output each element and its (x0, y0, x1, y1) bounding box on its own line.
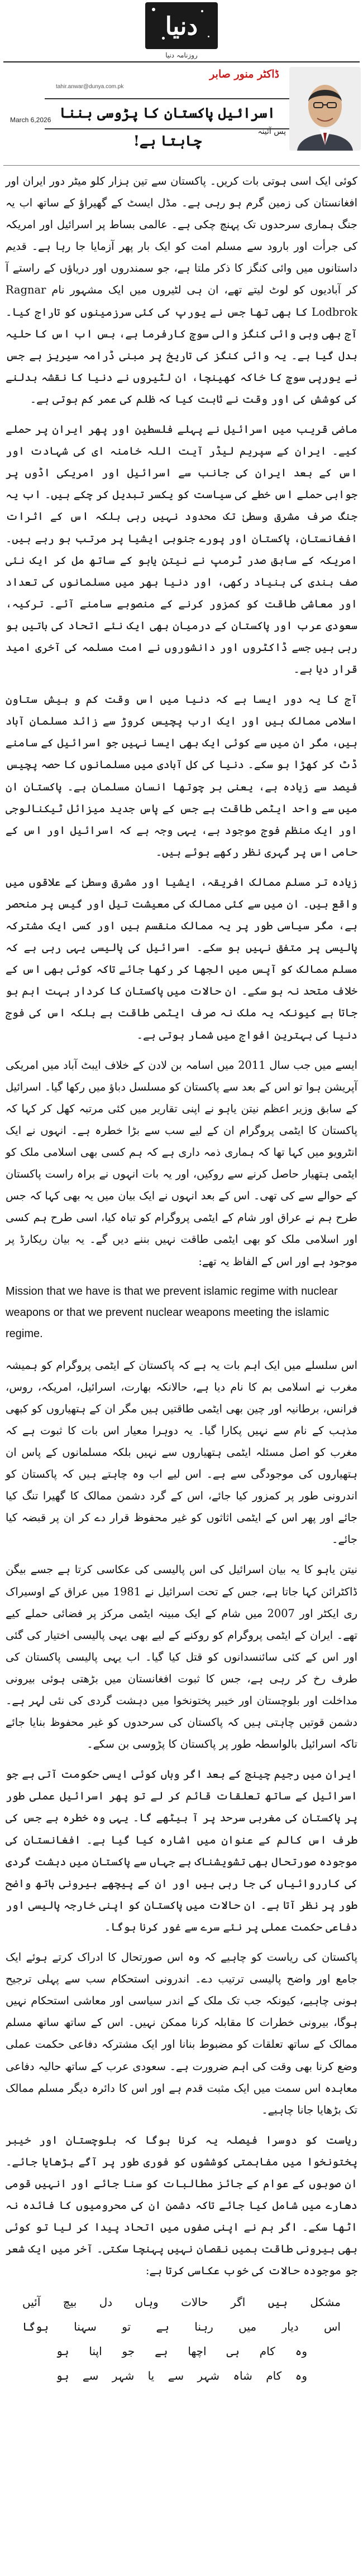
paragraph-6: اس سلسلے میں ایک اہم بات یہ ہے کہ پاکستان کے ایٹمی پروگرام کو ہمیشہ مغرب نے اسلامی بم کا نام دیا ہے، حالانکہ بھارت، اسرائیل، امریکہ، روس، فرانس، برطانیہ اور چین بھی ایٹمی طاقتیں ہیں مگر ان کے ہتھیاروں کو کبھی مذہب کے نام سے نہیں پکارا گیا۔ یہ دوہرا معیار اس بات کا ثبوت ہے کہ مغرب کو اصل مسئلہ ایٹمی ہتھیاروں سے نہیں بلکہ مسلمانوں کے پاس ان ہتھیاروں کی موجودگی سے ہے۔ اس لیے اب وہ چاہتے ہیں کہ پاکستان کو اندرونی طور پر کمزور کیا جائے، اس کے گرد دشمن ممالک کا گھیرا تنگ کیا جائے اور پھر اس کے ایٹمی اثاثوں کو غیر محفوظ قرار دے کر ان پر قبضہ کیا جائے۔ (6, 1358, 357, 1546)
author-name: ڈاکٹر منور صابر (209, 68, 279, 80)
author-portrait (289, 67, 361, 151)
poem-word: ہی (226, 2345, 240, 2358)
poem-word: شہر (197, 2369, 219, 2383)
poem-word: اس (324, 2320, 341, 2334)
poem-word: ہو (56, 2369, 69, 2383)
author-email[interactable]: tahir.anwar@dunya.com.pk (56, 84, 124, 90)
poem-word: رہنا (194, 2320, 213, 2334)
poem-word: میں (238, 2320, 257, 2334)
publish-date: March 6,2026 (10, 116, 51, 124)
closing-poem (6, 2290, 357, 2388)
author-block (168, 68, 279, 80)
poem-word: دیار (281, 2320, 299, 2334)
poem-word: سے (168, 2369, 184, 2383)
poem-word: ہے (155, 2345, 168, 2358)
poem-line (6, 2339, 357, 2363)
poem-line (6, 2290, 357, 2314)
paragraph-4: زیادہ تر مسلم ممالک افریقہ، ایشیا اور مشرق وسطیٰ کے علاقوں میں واقع ہیں۔ ان میں سے کئی ممالک کی معیشت تیل اور گیس پر منحصر ہے، مگر سیاسی طور پر یہ ممالک منقسم ہیں اور کسی ایک مشترکہ پالیسی پر متفق نہیں ہو سکے۔ اسرائیل کی پالیسی یہی رہی ہے کہ مسلم ممالک کو آپس میں الجھا کر رکھا جائے تاکہ کوئی بھی اس کے خلاف متحد نہ ہو سکے۔ ان حالات میں پاکستان کا کردار بہت اہم ہو جاتا ہے کیونکہ یہ ملک نہ صرف ایٹمی طاقت ہے بلکہ اس کی فوج دنیا کی بہترین افواج میں شمار ہوتی ہے۔ (6, 875, 357, 1041)
poem-word: ہے (156, 2320, 169, 2334)
poem-word: کام (259, 2345, 275, 2358)
logo-subtext: روزنامہ دنیا (165, 51, 198, 59)
poem-line (6, 2363, 357, 2388)
poem-word: تو (122, 2320, 131, 2334)
poem-line (6, 2314, 357, 2339)
paragraph-2: ماضی قریب میں اسرائیل نے پہلے فلسطین اور پھر ایران پر حملے کیے۔ ایران کے سپریم لیڈر آیت اللہ خامنہ ای کی شہادت اور اس کے بعد ایران کی جانب سے اسرائیل اور امریکی اڈوں پر جوابی حملے اس خطے کی سیاست کو یکسر تبدیل کر چکے ہیں۔ اب یہ جنگ صرف مشرق وسطیٰ تک محدود نہیں رہی بلکہ اس کے اثرات افغانستان، پاکستان اور پورے جنوبی ایشیا پر مرتب ہو رہے ہیں۔ امریکہ کے سابق صدر ٹرمپ نے نیتن یاہو کے ساتھ مل کر ایک نئی صف بندی کی بنیاد رکھی، اور دنیا بھر میں مسلمانوں کی تعداد اور معاشی طاقت کو کمزور کرنے کے منصوبے سامنے آئے۔ ترکیہ، سعودی عرب اور پاکستان کے درمیان بھی ایک نئے اتحاد کی باتیں ہو رہی ہیں جسے ڈاکٹروں اور دانشوروں نے امت مسلمہ کی آخری امید قرار دیا ہے۔ (6, 423, 357, 676)
poem-word: اچھا (188, 2345, 207, 2358)
poem-word: وہاں (135, 2295, 159, 2309)
column-name: پس آئینہ (257, 127, 286, 136)
paragraph-8: ایران میں رجیم چینج کے بعد اگر وہاں کوئی ایسی حکومت آتی ہے جو اسرائیل کے ساتھ تعلقات قائم کر لے تو پھر اسرائیل عملی طور پر پاکستان کی مغربی سرحد پر آ بیٹھے گا۔ یہی وہ خطرہ ہے جس کی طرف اس کالم کے عنوان میں اشارہ کیا گیا ہے۔ افغانستان کی موجودہ صورتحال بھی تشویشناک ہے جہاں سے پاکستان میں دہشت گردی کی کارروائیاں کی جا رہی ہیں اور ان کے پیچھے بیرونی ہاتھ واضح طور پر نظر آتا ہے۔ ان حالات میں پاکستان کو اپنی خارجہ پالیسی اور دفاعی حکمت عملی پر نئے سرے سے غور کرنا ہوگا۔ (6, 1768, 357, 1933)
article-title: اسرائیل پاکستان کا پڑوسی بننا چاہتا ہے! (59, 105, 276, 149)
poem-word: مشکل (310, 2295, 341, 2309)
paragraph-1: کوئی ایک اسی ہوتی بات کریں۔ پاکستان سے تین ہزار کلو میٹر دور ایران اور افغانستان کی زمین گرم ہو رہی ہے۔ مڈل ایسٹ کے گھیراؤ کے ساتھ اب یہ جنگ ہماری سرحدوں تک پہنچ چکی ہے۔ عالمی بساط پر اسرائیل اور امریکہ کی جرأت اور بارود سے مسلم امت کو ایک بار پھر آزمایا جا رہا ہے۔ قدیم داستانوں میں وائی کنگز کا ذکر ملتا ہے، جو سمندروں اور دریاؤں کے راستے آ کر آبادیوں کو لوٹ لیتے تھے، ان ہی لٹیروں میں ایک مشہور نام Ragnar Lodbrok کا بھی تھا جس نے یورپ کی کئی سرزمینوں کو تاراج کیا۔ آج بھی وہی وائی کنگز والی سوچ کارفرما ہے، بس اب اس کا حلیہ بدل گیا ہے۔ یہ وائی کنگز کی تاریخ پر مبنی ڈرامہ سیریز ہے جس نے یورپی سوچ کا خاکہ کھینچا، ان لٹیروں نے دنیا کا نقشہ بدلنے کی کوشش کی اور وقت نے ثابت کیا کہ ظلم کی عمر کم ہوتی ہے۔ (6, 175, 357, 406)
poem-word: کام (266, 2369, 282, 2383)
poem-word: ہیں (268, 2295, 288, 2309)
poem-word: بیچ (63, 2295, 77, 2309)
poem-word: یا (147, 2369, 155, 2383)
poem-word: حالات (181, 2295, 208, 2309)
poem-word: اپنا (89, 2345, 102, 2358)
poem-word: وہ (295, 2369, 307, 2383)
poem-word: سے (82, 2369, 99, 2383)
poem-word: شہر (112, 2369, 135, 2383)
masthead (0, 0, 363, 66)
poem-word: ہو (56, 2345, 69, 2358)
paragraph-7: نیتن یاہو کا یہ بیان اسرائیل کی اس پالیسی کی عکاسی کرتا ہے جسے بیگن ڈاکٹرائن کہا جاتا ہے، جس کے تحت اسرائیل نے 1981 میں عراق کے اوسیراک ری ایکٹر اور 2007 میں شام کے ایک مبینہ ایٹمی مرکز پر فضائی حملے کیے تھے۔ ایران کے ایٹمی پروگرام کو روکنے کے لیے بھی یہی پالیسی اختیار کی گئی اور اس کے کئی سائنسدانوں کو قتل کیا گیا۔ اب یہی پالیسی پاکستان کی طرف رخ کر رہی ہے، جس کا ثبوت افغانستان میں بڑھتی ہوئی بیرونی مداخلت اور بلوچستان اور خیبر پختونخوا میں دہشت گردی کی نئی لہر ہے۔ دشمن قوتیں چاہتی ہیں کہ پاکستان کی سرحدوں کو غیر محفوظ بنایا جائے تاکہ اسرائیل بالواسطہ طور پر پاکستان کا پڑوسی بن سکے۔ (6, 1563, 357, 1751)
poem-word: شاہ (233, 2369, 252, 2383)
article-body (6, 170, 357, 2569)
masthead-divider (3, 61, 360, 62)
paragraph-9: پاکستان کی ریاست کو چاہیے کہ وہ اس صورتحال کا ادراک کرتے ہوئے ایک جامع اور واضح پالیسی ترتیب دے۔ اندرونی استحکام سب سے پہلی ترجیح ہونی چاہیے، کیونکہ جب تک ملک کے اندر سیاسی اور معاشی استحکام نہیں ہوگا، بیرونی خطرات کا مقابلہ کرنا ممکن نہیں۔ اس کے ساتھ ساتھ مسلم ممالک کے ساتھ تعلقات کو مضبوط بنانا اور ایک مشترکہ دفاعی حکمت عملی وضع کرنا بھی وقت کی اہم ضرورت ہے۔ سعودی عرب کے ساتھ حالیہ دفاعی معاہدہ اس سمت میں ایک مثبت قدم ہے اور اس کا دائرہ دیگر مسلم ممالک تک بڑھایا جانا چاہیے۔ (6, 1951, 357, 2116)
poem-word: ہوگا (22, 2320, 49, 2334)
paragraph-10: ریاست کو دوسرا فیصلہ یہ کرنا ہوگا کہ بلوچستان اور خیبر پختونخوا میں مفاہمتی کوششوں کو فوری طور پر آگے بڑھایا جائے۔ ان صوبوں کے عوام کے جائز مطالبات کو سنا جائے اور انہیں قومی دھارے میں شامل کیا جائے تاکہ دشمن ان کی محرومیوں کا فائدہ نہ اٹھا سکے۔ اگر ہم نے اپنی صفوں میں اتحاد پیدا کر لیا تو کوئی بھی بیرونی طاقت ہمیں نقصان نہیں پہنچا سکتی۔ آخر میں ایک شعر جو موجودہ حالات کی خوب عکاسی کرتا ہے: (6, 2133, 357, 2278)
newspaper-logo[interactable] (145, 2, 218, 49)
paragraph-3: آج کا یہ دور ایسا ہے کہ دنیا میں اس وقت کم و بیش ستاون اسلامی ممالک ہیں اور ایک ارب پچیس کروڑ سے زائد مسلمان آباد ہیں، مگر ان میں سے کوئی ایک بھی ایسا نہیں جو اسرائیل کے سامنے ڈٹ کر کھڑا ہو سکے۔ دنیا کی کل آبادی میں مسلمانوں کا حصہ پچیس فیصد سے زیادہ ہے، یعنی ہر چوتھا انسان مسلمان ہے۔ پاکستان ان میں سے واحد ایٹمی طاقت ہے جس کے پاس جدید میزائل ٹیکنالوجی اور ایک منظم فوج موجود ہے، یہی وجہ ہے کہ اسرائیل اور اس کے حامی اس پر گہری نظر رکھے ہوئے ہیں۔ (6, 693, 357, 858)
column-header (0, 67, 363, 167)
poem-word: اگر (231, 2295, 246, 2309)
poem-word: دل (99, 2295, 113, 2309)
column-header-divider (3, 165, 360, 166)
poem-word: آئیں (22, 2295, 41, 2309)
paragraph-5: ایسے میں جب سال 2011 میں اسامہ بن لادن کے خلاف ایبٹ آباد میں امریکی آپریشن ہوا تو اس کے بعد سے پاکستان کو مسلسل دباؤ میں رکھا گیا۔ اسرائیل کے سابق وزیر اعظم نیتن یاہو نے اپنی تقاریر میں کئی مرتبہ کھل کر کہا کہ پاکستان کا ایٹمی پروگرام ان کے لیے سب سے بڑا خطرہ ہے۔ انہوں نے ایک انٹرویو میں کہا تھا کہ ہماری ذمہ داری ہے کہ ہم کسی بھی اسلامی ملک کو ایٹمی ہتھیار حاصل کرنے سے روکیں، اور یہ بات انہوں نے براہ راست پاکستان کے حوالے سے کی تھی۔ اس کے بعد انہوں نے ایک بیان میں یہ بھی کہا کہ جس طرح ہم نے عراق اور شام کے ایٹمی پروگرام کو تباہ کیا، اسی طرح ہم کسی اور اسلامی ملک کو بھی ایٹمی طاقت نہیں بننے دیں گے۔ یہ بیان ریکارڈ پر موجود ہے اور اس کے الفاظ یہ تھے: (6, 1058, 358, 1268)
poem-word: سہنا (74, 2320, 97, 2334)
author-portrait-illustration (289, 67, 361, 151)
logo-text: دنیا (165, 12, 198, 41)
english-quote: Mission that we have is that we prevent islamic regime with nuclear weapons or that we prevent nuclear weapons meeting the islamic regime. (6, 1285, 338, 1340)
poem-word: جو (122, 2345, 135, 2358)
poem-word: وہ (295, 2345, 307, 2358)
